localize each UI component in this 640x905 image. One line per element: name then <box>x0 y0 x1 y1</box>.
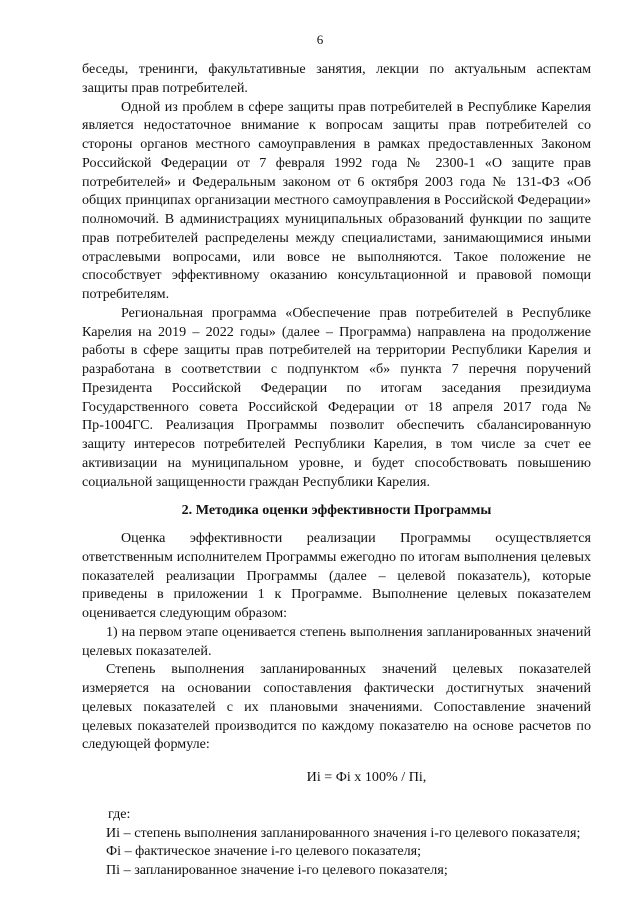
formula-where-label: где: <box>108 805 131 822</box>
paragraph-program: Региональная программа «Обеспечение прав потребителей в Республике Карелия на 2019 – 2022 годы» (далее – Программа) направлена на продолжение работы в сфере защиты прав потребителей на территории Республики Карелия и разработана в соответствии с подпунктом «б» пункта 7 перечня поручений Президента Российской Федерации по итогам заседания президиума Государственного совета Российской Федерации от 18 апреля 2017 года № Пр-1004ГС. Реализация Программы позволит обеспечить сбалансированную защиту интересов потребителей Республики Карелия, в том числе за счет ее активизации на муниципальном уровне, и будет способствовать повышению социальной защищенности граждан Республики Карелия. <box>82 304 591 490</box>
definition-i: Иi – степень выполнения запланированного значения i-го целевого показателя; <box>106 824 581 841</box>
list-item-first-stage: 1) на первом этапе оценивается степень выполнения запланированных значений целевых показателей. <box>82 623 591 659</box>
paragraph-intro: беседы, тренинги, факультативные занятия, лекции по актуальным аспектам защиты прав потребителей. <box>82 61 591 96</box>
paragraph-assessment: Оценка эффективности реализации Программы осуществляется ответственным исполнителем Программы ежегодно по итогам выполнения целевых показателей реализации Программы (далее – целевой показатель), которые приведены в приложении 1 к Программе. Выполнение целевых показателем оценивается следующим образом: <box>82 530 591 621</box>
paragraph-degree: Степень выполнения запланированных значений целевых показателей измеряется на основании сопоставления фактически достигнутых значений целевых показателей с их плановыми значениями. Сопоставление значений целевых показателей производится по каждому показателю на основе расчетов по следующей формуле: <box>82 661 591 753</box>
definition-f: Фi – фактическое значение i-го целевого показателя; <box>106 843 422 860</box>
document-body <box>82 60 591 880</box>
formula: Иi = Фi х 100% / Пi, <box>306 769 427 785</box>
page-number: 6 <box>316 32 324 47</box>
section-heading: 2. Методика оценки эффективности Программы <box>181 502 492 519</box>
definition-p: Пi – запланированное значение i-го целевого показателя; <box>106 862 448 878</box>
paragraph-problem: Одной из проблем в сфере защиты прав потребителей в Республике Карелия является недостаточное внимание к вопросам защиты прав потребителей со стороны органов местного самоуправления в рамках предоставленных Законом Российской Федерации от 7 февраля 1992 года № 2300-1 «О защите прав потребителей» и Федеральным законом от 6 октября 2003 года № 131-ФЗ «Об общих принципах организации местного самоуправления в Российской Федерации» полномочий. В администрациях муниципальных образований функции по защите прав потребителей распределены между специалистами, занимающимися иными отраслевыми вопросами, или вовсе не выполняются. Такое положение не способствует эффективному оказанию консультационной и правовой помощи потребителям. <box>82 98 591 302</box>
